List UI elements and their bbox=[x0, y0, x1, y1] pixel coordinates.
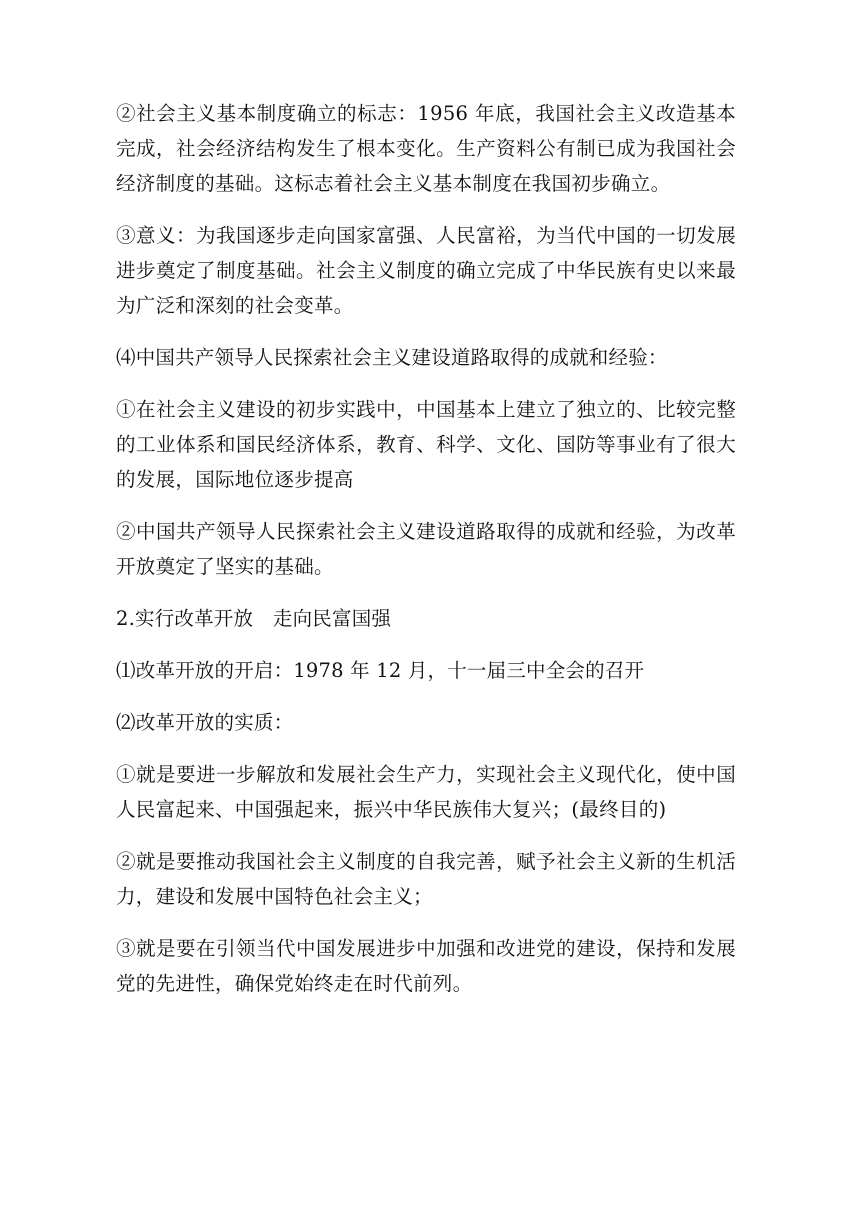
paragraph-achievement-2: ②中国共产领导人民探索社会主义建设道路取得的成就和经验，为改革开放奠定了坚实的基础。 bbox=[116, 520, 736, 578]
paragraph-achievements-heading: ⑷中国共产领导人民探索社会主义建设道路取得的成就和经验： bbox=[116, 346, 668, 369]
document-page bbox=[116, 96, 736, 1018]
section-heading-reform: 2.实行改革开放 走向民富国强 bbox=[116, 607, 392, 630]
paragraph-essence-1: ①就是要进一步解放和发展社会生产力，实现社会主义现代化，使中国人民富起来、中国强起来，振兴中华民族伟大复兴；(最终目的) bbox=[116, 763, 736, 821]
paragraph-achievement-1: ①在社会主义建设的初步实践中，中国基本上建立了独立的、比较完整的工业体系和国民经济体系，教育、科学、文化、国防等事业有了很大的发展，国际地位逐步提高 bbox=[116, 398, 736, 491]
paragraph-significance: ③意义：为我国逐步走向国家富强、人民富裕，为当代中国的一切发展进步奠定了制度基础。社会主义制度的确立完成了中华民族有史以来最为广泛和深刻的社会变革。 bbox=[116, 224, 736, 317]
paragraph-reform-start: ⑴改革开放的开启：1978 年 12 月，十一届三中全会的召开 bbox=[116, 659, 645, 682]
paragraph-reform-essence-heading: ⑵改革开放的实质： bbox=[116, 711, 294, 734]
paragraph-essence-2: ②就是要推动我国社会主义制度的自我完善，赋予社会主义新的生机活力，建设和发展中国特色社会主义； bbox=[116, 850, 736, 908]
paragraph-essence-3: ③就是要在引领当代中国发展进步中加强和改进党的建设，保持和发展党的先进性，确保党始终走在时代前列。 bbox=[116, 937, 736, 995]
paragraph-socialist-system-mark: ②社会主义基本制度确立的标志：1956 年底，我国社会主义改造基本完成，社会经济结构发生了根本变化。生产资料公有制已成为我国社会经济制度的基础。这标志着社会主义基本制度在我国初步确立。 bbox=[116, 102, 736, 195]
